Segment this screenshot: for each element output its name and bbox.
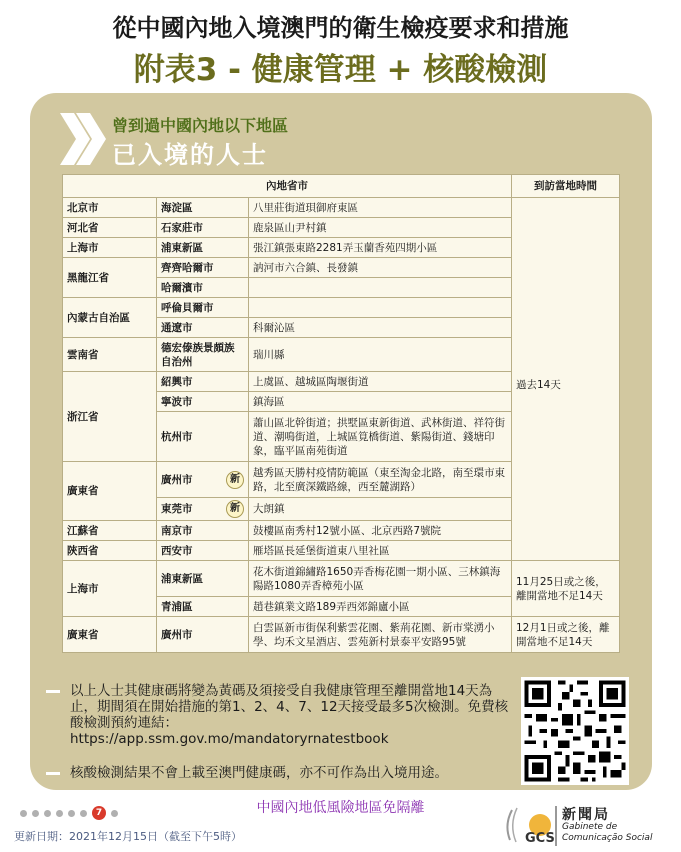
page-title: 從中國內地入境澳門的衛生檢疫要求和措施	[112, 14, 569, 42]
org-name-zh: 新聞局	[562, 807, 610, 823]
city-cell: 海淀區	[157, 198, 249, 218]
city-cell: 通遼市	[157, 318, 249, 338]
province-cell: 廣東省	[63, 617, 157, 653]
detail-cell: 白雲區新市街保利紫雲花園、紫荊花園、新市棠湧小學、均禾文星酒店、雲苑新村景泰平安路95號	[249, 617, 512, 653]
column-header-time: 到訪當地時間	[512, 175, 620, 198]
logo-letters: GCS	[525, 831, 555, 846]
province-cell: 陝西省	[63, 541, 157, 561]
city-cell: 西安市	[157, 541, 249, 561]
note-test-result	[46, 765, 516, 781]
qr-code-icon[interactable]	[521, 677, 629, 785]
page-dot[interactable]	[44, 810, 51, 817]
detail-cell: 八里莊街道珼御府東區	[249, 198, 512, 218]
detail-cell: 雁塔區長延堡街道東八里社區	[249, 541, 512, 561]
time-cell: 過去14天	[512, 198, 620, 561]
dash-marker	[46, 690, 60, 693]
province-cell: 廣東省	[63, 462, 157, 521]
city-label: 廣州市	[161, 473, 193, 486]
province-cell: 浙江省	[63, 372, 157, 462]
org-name-pt-line2: Comunicação Social	[562, 833, 653, 843]
new-badge: 新	[226, 471, 244, 489]
page-dot[interactable]	[80, 810, 87, 817]
footer-title: 中國內地低風險地區免隔離	[256, 800, 425, 816]
detail-cell	[249, 298, 512, 318]
column-header-area: 內地省市	[63, 175, 512, 198]
page-subtitle: 附表3 - 健康管理 + 核酸檢測	[133, 52, 548, 88]
update-date: 更新日期：2021年12月15日（截至下午5時）	[14, 830, 242, 843]
city-cell	[157, 462, 249, 498]
org-name-pt-line1: Gabinete de	[562, 822, 618, 832]
note2-text: 核酸檢測結果不會上載至澳門健康碼，亦不可作為出入境用途。	[70, 765, 448, 781]
section-line2: 已入境的人士	[112, 141, 268, 169]
detail-cell: 上虞區、越城區陶堰街道	[249, 372, 512, 392]
table-header-row	[63, 175, 620, 198]
detail-cell: 科爾沁區	[249, 318, 512, 338]
detail-cell: 蕭山區北幹街道；拱墅區東新街道、武林街道、祥符街道、潮鳴街道，上城區筧橋街道、紫陽街道、錢塘印象，臨平區南苑街道	[249, 412, 512, 462]
section-line1: 曾到過中國內地以下地區	[112, 116, 289, 135]
new-badge: 新	[226, 500, 244, 518]
detail-cell: 鼓樓區南秀村12號小區、北京西路7號院	[249, 521, 512, 541]
dash-marker	[46, 772, 60, 775]
province-cell: 內蒙古自治區	[63, 298, 157, 338]
city-cell: 杭州市	[157, 412, 249, 462]
page-dot-active[interactable]: 7	[92, 806, 106, 820]
detail-cell: 越秀區天勝村疫情防範區（東至淘金北路，南至環市東路，北至廣深鐵路線，西至麓湖路）	[249, 462, 512, 498]
city-cell: 德宏傣族景頗族自治州	[157, 338, 249, 372]
table-row	[63, 198, 620, 218]
province-cell: 江蘇省	[63, 521, 157, 541]
time-cell: 12月1日或之後，離開當地不足14天	[512, 617, 620, 653]
detail-cell: 大朗鎮	[249, 498, 512, 521]
province-cell: 北京市	[63, 198, 157, 218]
page-indicator	[20, 806, 118, 820]
city-cell: 紹興市	[157, 372, 249, 392]
city-cell: 寧波市	[157, 392, 249, 412]
table-row	[63, 617, 620, 653]
detail-cell: 訥河市六合鎮、長發鎮	[249, 258, 512, 278]
table-row	[63, 561, 620, 597]
page-dot[interactable]	[56, 810, 63, 817]
city-cell: 哈爾濱市	[157, 278, 249, 298]
city-label: 東莞市	[161, 503, 193, 515]
city-cell: 南京市	[157, 521, 249, 541]
page-dot[interactable]	[68, 810, 75, 817]
detail-cell	[249, 278, 512, 298]
detail-cell: 花木街道錦繡路1650弄香梅花園一期小區、三林鎮海陽路1080弄香樟苑小區	[249, 561, 512, 597]
chevron-right-icon	[60, 113, 106, 165]
province-cell: 河北省	[63, 218, 157, 238]
test-booking-link[interactable]: https://app.ssm.gov.mo/mandatoryrnatestbook	[70, 731, 389, 747]
detail-cell: 鹿泉區山尹村鎮	[249, 218, 512, 238]
page-dot[interactable]	[20, 810, 27, 817]
city-cell: 石家莊市	[157, 218, 249, 238]
city-cell	[157, 498, 249, 521]
city-cell: 廣州市	[157, 617, 249, 653]
detail-cell: 瑞川縣	[249, 338, 512, 372]
city-cell: 呼倫貝爾市	[157, 298, 249, 318]
city-cell: 青浦區	[157, 597, 249, 617]
province-cell: 上海市	[63, 561, 157, 617]
note1-text: 以上人士其健康碼將變為黃碼及須接受自我健康管理至離開當地14天為止，期間須在開始措施的第1、2、4、7、12天接受最多5次檢測。免費核酸檢測預約連結：	[70, 683, 509, 731]
province-cell: 黑龍江省	[63, 258, 157, 298]
detail-cell: 張江鎮張東路2281弄玉蘭香苑四期小區	[249, 238, 512, 258]
time-cell: 11月25日或之後，離開當地不足14天	[512, 561, 620, 617]
province-cell: 上海市	[63, 238, 157, 258]
province-cell: 雲南省	[63, 338, 157, 372]
city-cell: 齊齊哈爾市	[157, 258, 249, 278]
page-dot[interactable]	[111, 810, 118, 817]
detail-cell: 趙巷鎮業文路189弄西郊錦廬小區	[249, 597, 512, 617]
page-dot[interactable]	[32, 810, 39, 817]
city-cell: 浦東新區	[157, 561, 249, 597]
note-health-management	[46, 683, 516, 747]
city-cell: 浦東新區	[157, 238, 249, 258]
area-table	[62, 174, 620, 653]
detail-cell: 鎮海區	[249, 392, 512, 412]
